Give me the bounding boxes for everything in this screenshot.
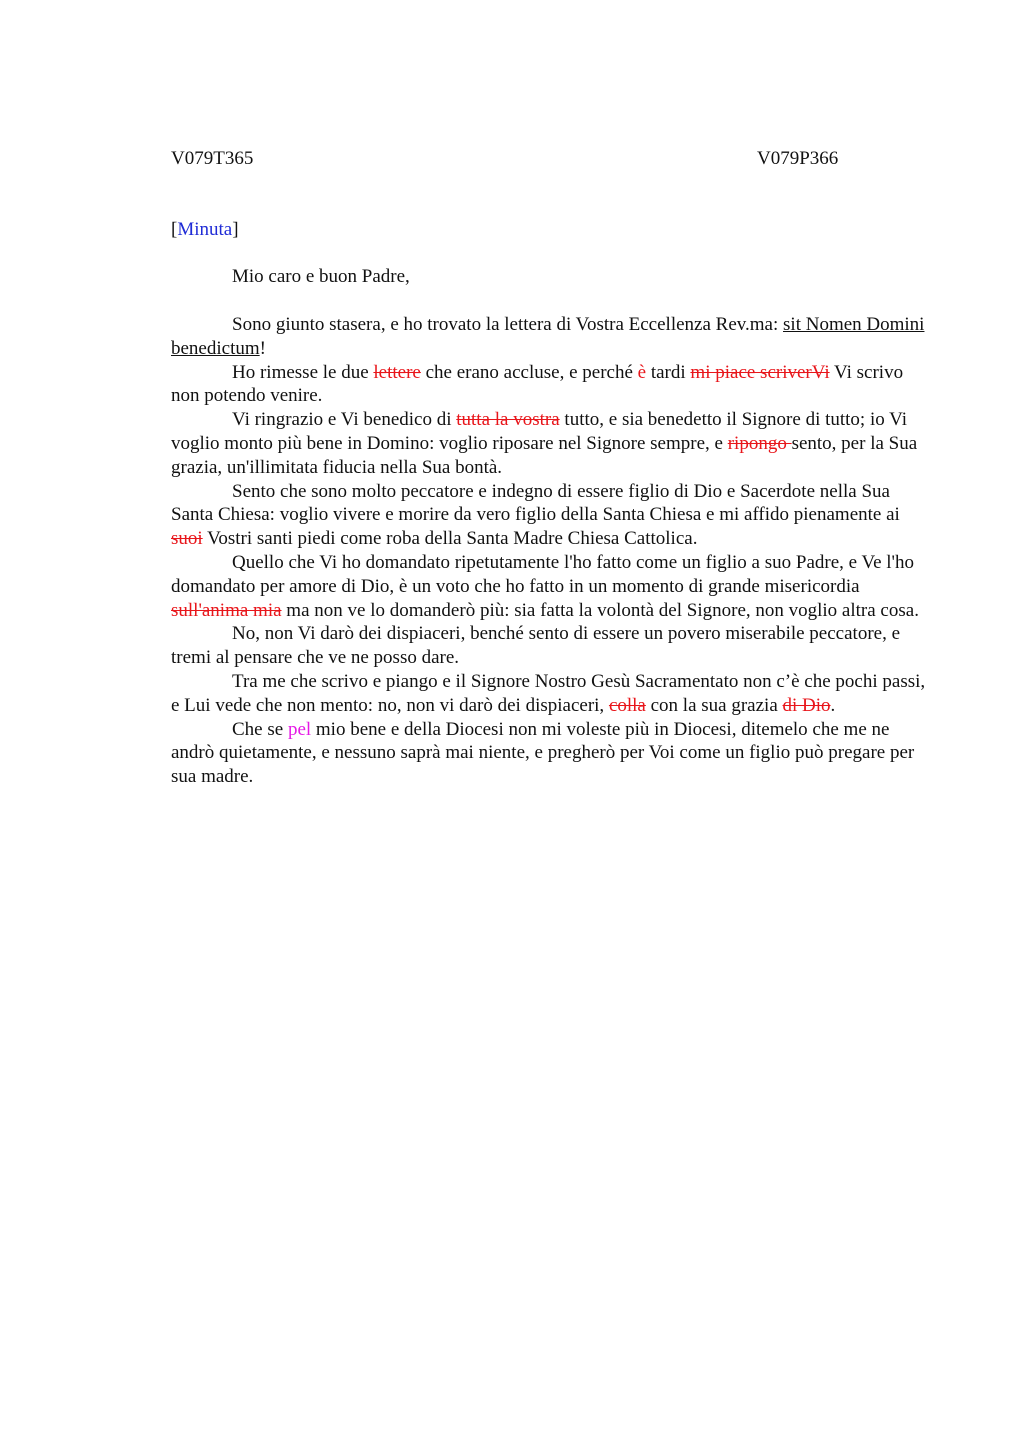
text-segment: che erano accluse, e perché [420, 361, 638, 383]
letter-body [171, 313, 928, 789]
text-segment: mio bene e della Diocesi non mi voleste più in Diocesi, ditemelo che me ne andrò quietamente, e nessuno saprà mai niente, e pregherò per Voi come un figlio può pregare per sua madre. [171, 718, 915, 788]
letter-greeting: Mio caro e buon Padre, [232, 266, 410, 287]
page-header [171, 147, 928, 171]
text-segment: Che se [232, 718, 288, 740]
paragraph-4 [171, 480, 928, 551]
text-segment: ma non ve lo domanderò più: sia fatta la volontà del Signore, non voglio altra cosa. [281, 599, 919, 621]
deleted-text: di Dio [782, 694, 831, 716]
paragraph-6 [171, 622, 928, 670]
header-right-code: V079P366 [757, 148, 839, 169]
text-segment: Vostri santi piedi come roba della Santa Madre Chiesa Cattolica. [202, 528, 698, 550]
deleted-text: colla [608, 694, 646, 716]
text-segment: . [830, 694, 836, 716]
text-segment: Vi scrivo non potendo venire. [171, 361, 904, 407]
deleted-text: tutta la vostra [456, 409, 560, 431]
minuta-close-bracket: ] [232, 219, 239, 240]
text-segment: sento, per la Sua grazia, un'illimitata fiducia nella Sua bontà. [171, 432, 918, 478]
text-segment: Sono giunto stasera, e ho trovato la lettera di Vostra Eccellenza Rev.ma: [232, 314, 784, 335]
paragraph-7 [171, 670, 928, 718]
text-segment: Quello che Vi ho domandato ripetutamente l'ho fatto come un figlio a suo Padre, e Ve l'ho domandato per amore di Dio, è un voto che ho fatto in un momento di grande misericordia [171, 551, 914, 597]
minuta-label [171, 218, 239, 242]
text-segment: con la sua grazia [645, 694, 783, 716]
deleted-text: mi piace scriverVi [690, 361, 830, 383]
text-segment: tutto, e sia benedetto il Signore di tutto; io Vi voglio monto più bene in Domino: voglio riposare nel Signore sempre, e [171, 409, 908, 454]
deleted-text: ripongo [727, 432, 792, 454]
text-segment: No, non Vi darò dei dispiaceri, benché sento di essere un povero miserabile peccatore, e tremi al pensare che ve ne posso dare. [171, 623, 901, 669]
header-left-code: V079T365 [171, 148, 254, 169]
text-segment: tardi [646, 361, 691, 383]
paragraph-2 [171, 361, 928, 409]
text-segment: Sento che sono molto peccatore e indegno di essere figlio di Dio e Sacerdote nella Sua Santa Chiesa: voglio vivere e morire da vero figlio della Santa Chiesa e mi affido pienamente ai [171, 480, 900, 526]
deleted-text: suoi [171, 528, 203, 550]
paragraph-3 [171, 408, 928, 479]
underlined-latin-phrase: sit Nomen Domini benedictum [171, 314, 925, 359]
text-segment: Ho rimesse le due [232, 361, 374, 383]
inserted-text: pel [287, 718, 312, 740]
paragraph-8 [171, 718, 928, 789]
text-segment: Tra me che scrivo e piango e il Signore Nostro Gesù Sacramentato non c’è che pochi passi, e Lui vede che non mento: no, non vi darò dei dispiaceri, [171, 670, 926, 716]
minuta-text: Minuta [177, 219, 233, 240]
minuta-open-bracket: [ [171, 219, 178, 240]
paragraph-5 [171, 551, 928, 622]
deleted-text: sull'anima mia [171, 599, 282, 621]
deleted-text: lettere [373, 361, 421, 383]
text-segment: Vi ringrazio e Vi benedico di [232, 409, 457, 431]
text-segment: ! [259, 337, 266, 359]
inserted-text: è [637, 361, 647, 383]
paragraph-1 [171, 313, 928, 361]
document-page [171, 147, 928, 788]
